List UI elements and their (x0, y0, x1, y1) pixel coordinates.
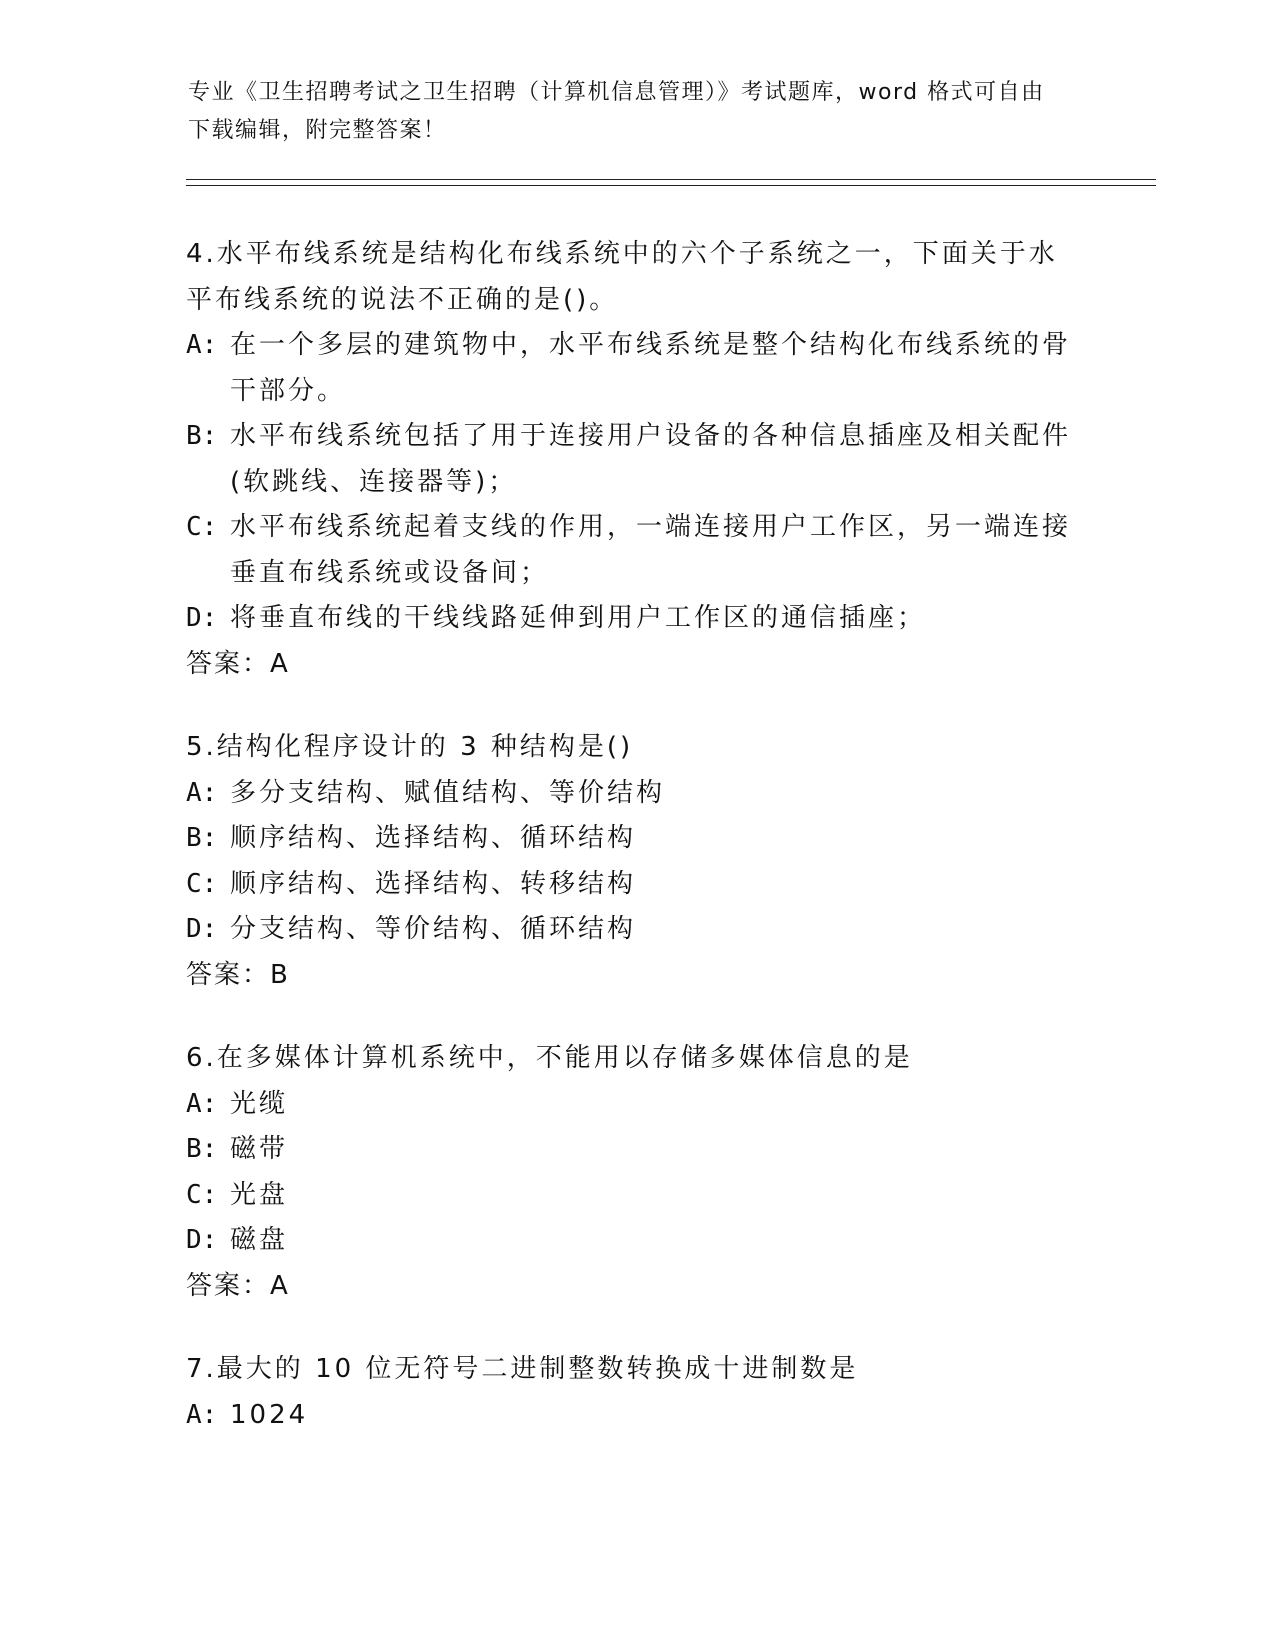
option-text: 磁盘 (230, 1225, 289, 1255)
question-4 (186, 232, 1086, 687)
answer-line: 答案：A (186, 648, 290, 679)
option-a (186, 771, 1086, 817)
question-7 (186, 1347, 1086, 1438)
option-b (186, 414, 1086, 505)
option-b (186, 816, 1086, 862)
option-text: 在一个多层的建筑物中，水平布线系统是整个结构化布线系统的骨干部分。 (230, 330, 1072, 406)
answer-line: 答案：A (186, 1270, 290, 1301)
question-6 (186, 1036, 1086, 1309)
option-letter: A: (186, 1399, 218, 1430)
option-c (186, 1173, 1086, 1219)
option-text: 磁带 (230, 1134, 289, 1164)
option-text: 顺序结构、选择结构、循环结构 (230, 823, 637, 853)
option-text: 顺序结构、选择结构、转移结构 (230, 868, 637, 899)
option-letter: C: (186, 868, 218, 899)
header-divider-bottom (186, 185, 1156, 186)
option-b (186, 1127, 1086, 1173)
option-a (186, 323, 1086, 414)
question-stem: 4.水平布线系统是结构化布线系统中的六个子系统之一，下面关于水平布线系统的说法不正确的是()。 (186, 239, 1058, 315)
question-stem: 5.结构化程序设计的 3 种结构是() (186, 732, 634, 762)
option-text: 水平布线系统起着支线的作用，一端连接用户工作区，另一端连接垂直布线系统或设备间； (230, 512, 1072, 588)
option-letter: D: (186, 914, 218, 944)
option-text: 多分支结构、赋值结构、等价结构 (230, 777, 666, 808)
question-stem: 6.在多媒体计算机系统中，不能用以存储多媒体信息的是 (186, 1043, 913, 1073)
question-list (186, 232, 1086, 1476)
question-stem: 7.最大的 10 位无符号二进制整数转换成十进制数是 (186, 1354, 859, 1384)
option-d (186, 596, 1086, 642)
option-a (186, 1082, 1086, 1128)
option-a (186, 1393, 1086, 1439)
option-text: 光缆 (230, 1088, 289, 1119)
answer-line: 答案：B (186, 959, 290, 990)
option-c (186, 862, 1086, 908)
option-d (186, 907, 1086, 953)
option-text: 光盘 (230, 1179, 289, 1210)
option-letter: D: (186, 603, 218, 633)
option-letter: C: (186, 1179, 218, 1210)
option-text: 分支结构、等价结构、循环结构 (230, 914, 637, 944)
document-intro: 专业《卫生招聘考试之卫生招聘（计算机信息管理）》考试题库，word 格式可自由下载编辑，附完整答案！ (188, 80, 1045, 143)
option-letter: A: (186, 777, 218, 808)
header-divider-top (186, 179, 1156, 180)
option-text: 将垂直布线的干线线路延伸到用户工作区的通信插座； (230, 603, 927, 633)
option-letter: A: (186, 1088, 218, 1119)
option-letter: B: (186, 1134, 218, 1164)
option-letter: B: (186, 421, 218, 451)
option-letter: B: (186, 823, 218, 853)
option-letter: D: (186, 1225, 218, 1255)
option-letter: C: (186, 512, 218, 542)
option-text: 1024 (230, 1399, 309, 1430)
option-text: 水平布线系统包括了用于连接用户设备的各种信息插座及相关配件(软跳线、连接器等)； (230, 421, 1072, 497)
option-d (186, 1218, 1086, 1264)
option-letter: A: (186, 330, 218, 360)
question-5 (186, 725, 1086, 998)
option-c (186, 505, 1086, 596)
